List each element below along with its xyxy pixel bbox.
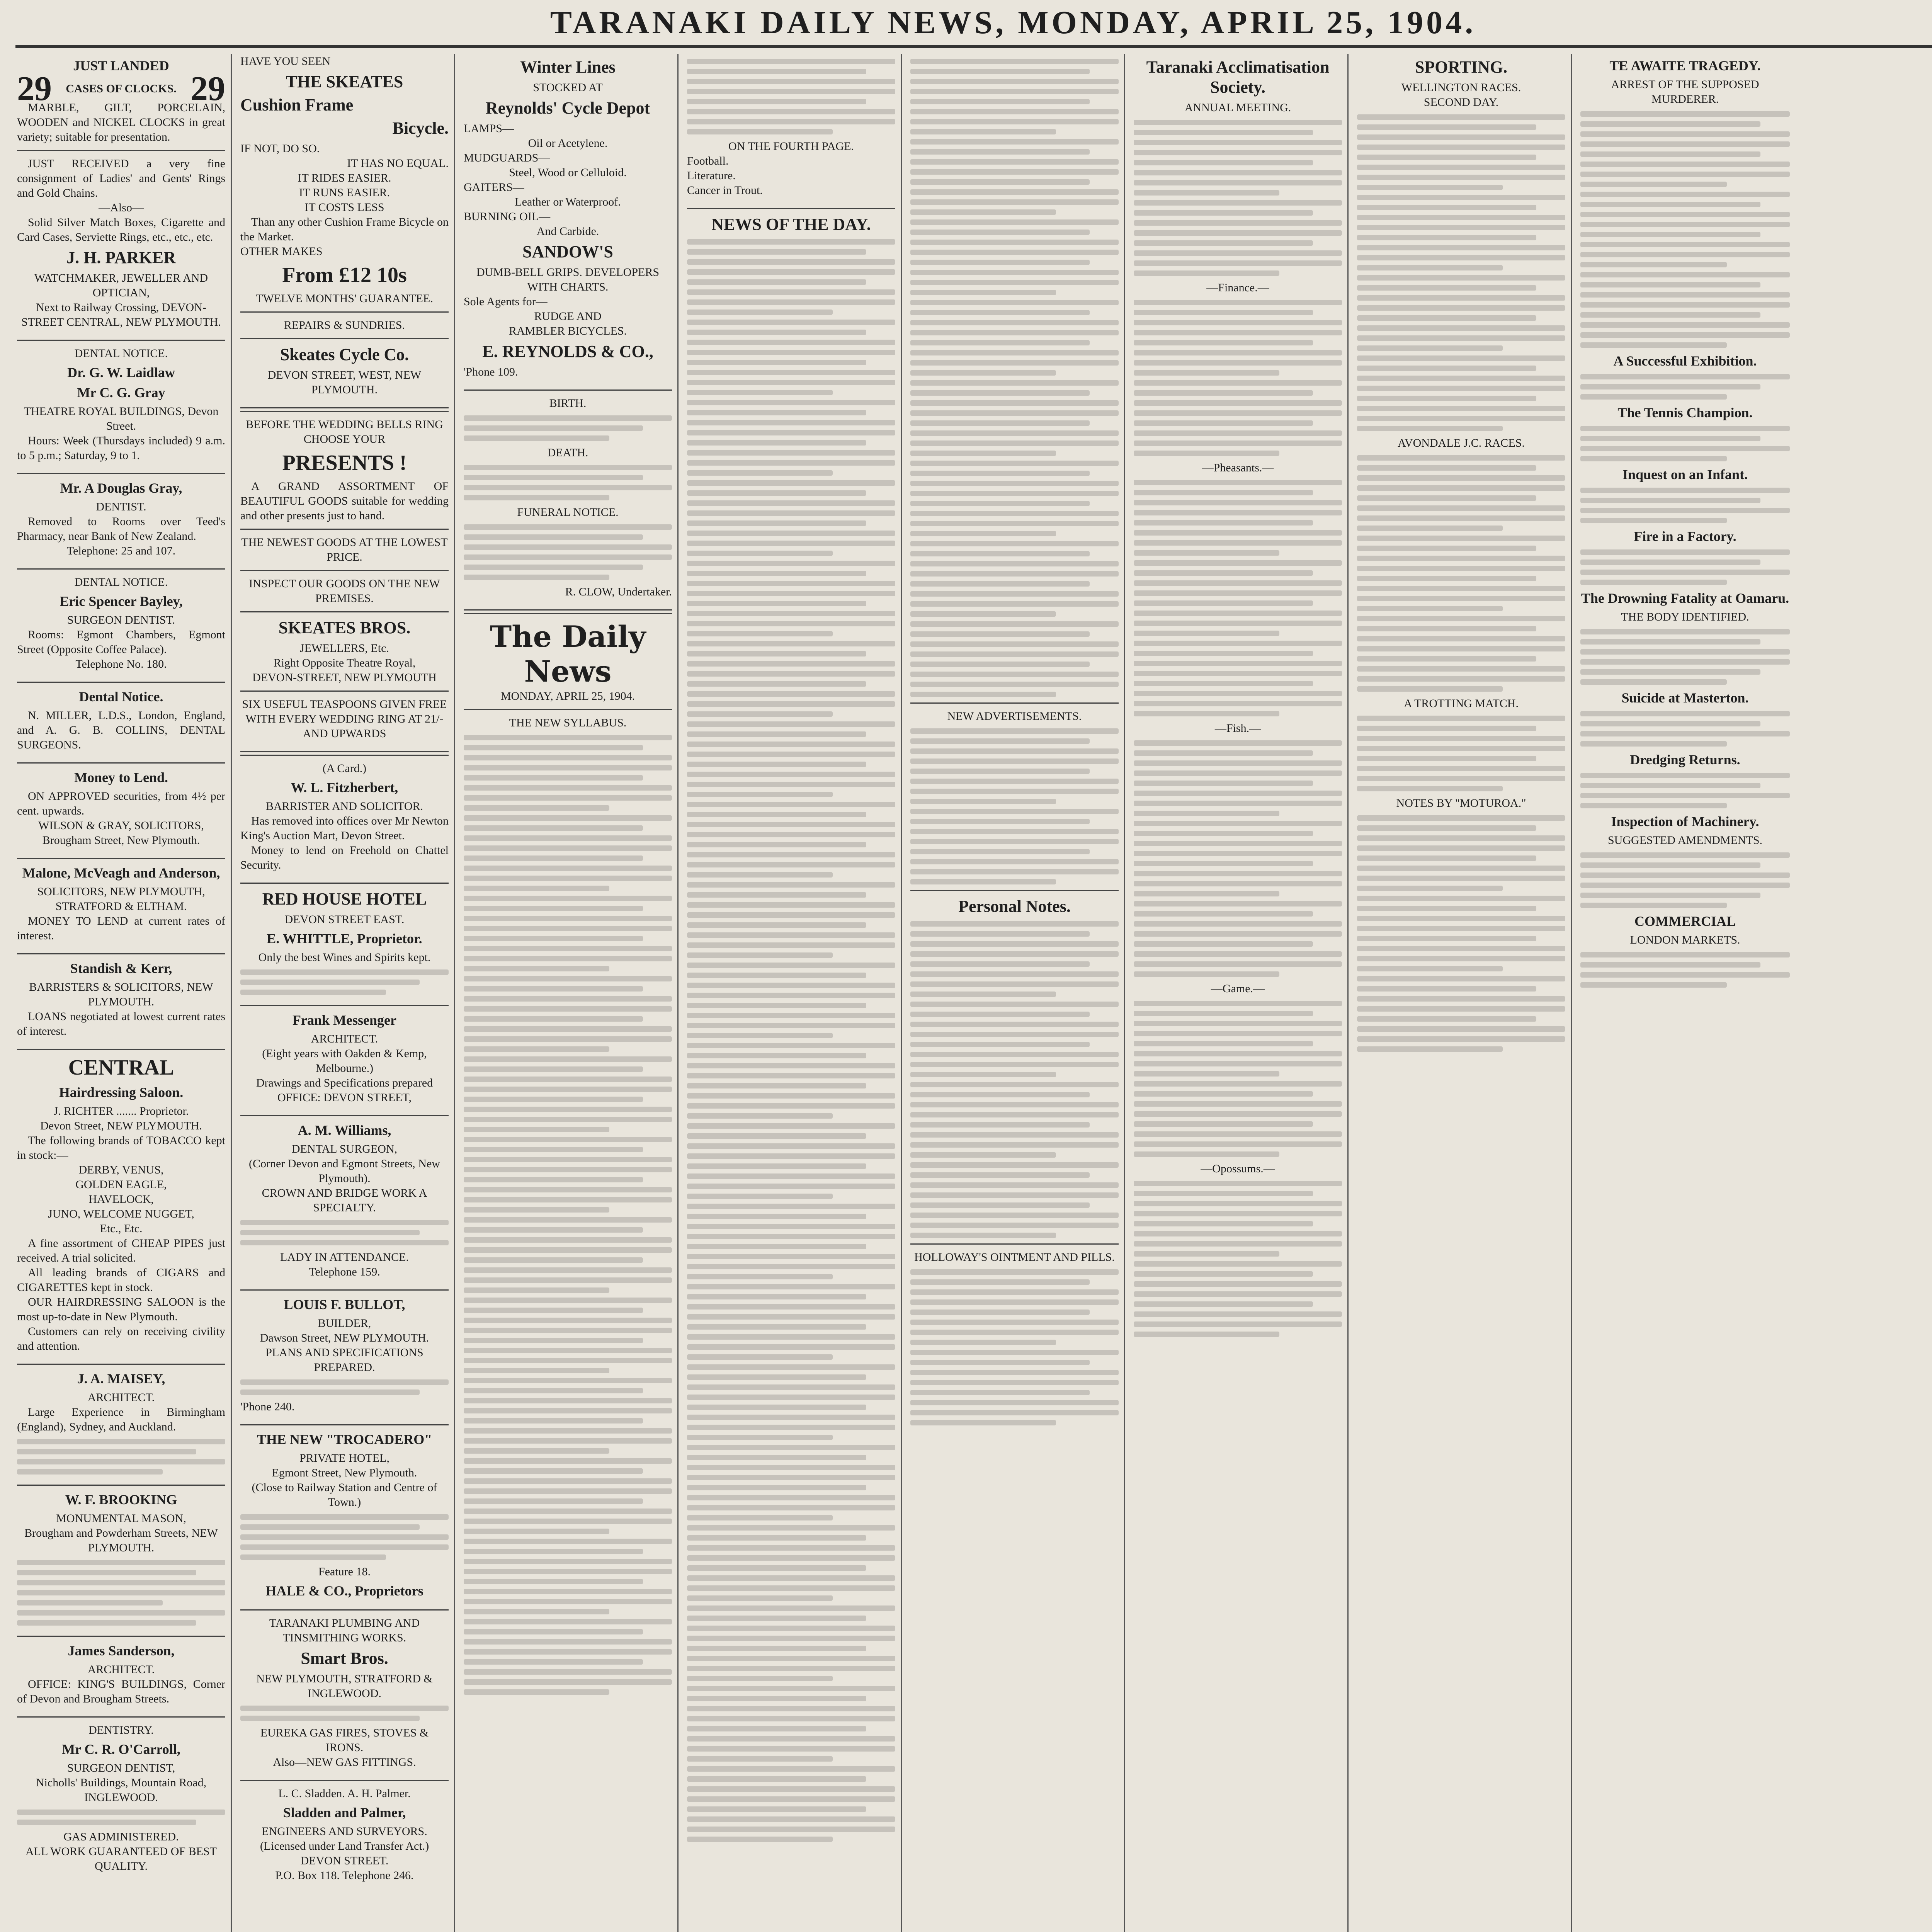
drowning-lines <box>1580 629 1790 685</box>
also-gas: Also—NEW GAS FITTINGS. <box>273 1756 416 1769</box>
brooking-address: Brougham and Powderham Streets, NEW PLYMOUTH. <box>24 1527 218 1554</box>
dental-notice-heading: DENTAL NOTICE. <box>74 347 168 360</box>
divider <box>240 1289 449 1291</box>
fourth-page-football: Football. <box>687 155 729 167</box>
douglas-gray-removed: Removed to Rooms over Teed's Pharmacy, near Bank of New Zealand. <box>17 515 225 543</box>
fire-lines <box>1580 549 1790 585</box>
phone-109: 'Phone 109. <box>464 366 518 378</box>
tennis-heading: The Tennis Champion. <box>1617 405 1753 420</box>
best-wines: Only the best Wines and Spirits kept. <box>258 951 431 964</box>
annual-meeting: ANNUAL MEETING. <box>1184 101 1291 114</box>
standish-sub: BARRISTERS & SOLICITORS, NEW PLYMOUTH. <box>29 981 213 1008</box>
rambler: RAMBLER BICYCLES. <box>509 325 627 337</box>
laidlaw-name: Dr. G. W. Laidlaw <box>67 365 175 380</box>
williams-text-lines <box>240 1220 449 1245</box>
divider <box>464 609 672 614</box>
suggested-amendments: SUGGESTED AMENDMENTS. <box>1607 834 1763 847</box>
death-heading: DEATH. <box>547 446 588 459</box>
taranaki-plumbing: TARANAKI PLUMBING AND TINSMITHING WORKS. <box>269 1617 420 1644</box>
central-address: Devon Street, NEW PLYMOUTH. <box>40 1119 202 1132</box>
miller-collins: N. MILLER, L.D.S., London, England, and A. G. B. COLLINS, DENTAL SURGEONS. <box>17 709 225 751</box>
sporting-lines-2 <box>1357 455 1565 692</box>
bullot-text-lines <box>240 1379 449 1395</box>
daily-news-title: The Daily News <box>490 619 646 689</box>
price-from: From £12 10s <box>282 263 407 287</box>
sanderson-office: OFFICE: KING'S BUILDINGS, Corner of Devon and Brougham Streets. <box>17 1678 225 1705</box>
dumb-bell: DUMB-BELL GRIPS. DEVELOPERS WITH CHARTS. <box>476 266 660 293</box>
silver-boxes-text: Solid Silver Match Boxes, Cigarette and Card Cases, Serviette Rings, etc., etc., etc. <box>17 216 225 243</box>
carroll-title: SURGEON DENTIST, <box>67 1762 175 1774</box>
sladden-heading: Sladden and Palmer, <box>283 1805 406 1820</box>
civility-text: Customers can rely on receiving civility and attention. <box>17 1325 225 1352</box>
standish-name: Standish & Kerr, <box>70 961 172 976</box>
sole-agents: Sole Agents for— <box>464 295 548 308</box>
maisey-body: Large Experience in Birmingham (England), Sydney, and Auckland. <box>17 1406 225 1433</box>
trocadero-street: Egmont Street, New Plymouth. <box>272 1466 417 1479</box>
cases-of-clocks: CASES OF CLOCKS. <box>66 82 177 95</box>
divider <box>17 1485 225 1486</box>
divider <box>240 1115 449 1116</box>
avondale-races: AVONDALE J.C. RACES. <box>1398 437 1525 449</box>
smart-bros: Smart Bros. <box>301 1649 388 1668</box>
marble-clocks-text: MARBLE, GILT, PORCELAIN, WOODEN and NICKEL CLOCKS in great variety; suitable for presentation. <box>17 101 225 143</box>
inspect-goods: INSPECT OUR GOODS ON THE NEW PREMISES. <box>249 577 440 605</box>
bayley-rooms: Rooms: Egmont Chambers, Egmont Street (Opposite Coffee Palace). <box>17 628 225 656</box>
eureka: EUREKA GAS FIRES, STOVES & IRONS. <box>260 1726 429 1754</box>
wellington-races: WELLINGTON RACES. <box>1401 81 1521 94</box>
new-adverts-heading: NEW ADVERTISEMENTS. <box>947 710 1082 723</box>
body-identified: THE BODY IDENTIFIED. <box>1621 611 1749 623</box>
column-7 <box>1352 54 1572 1932</box>
private-hotel: PRIVATE HOTEL, <box>299 1452 389 1464</box>
masthead-title: TARANAKI DAILY NEWS, MONDAY, APRIL 25, 1904. <box>550 5 1476 41</box>
exhibition-lines <box>1580 374 1790 400</box>
trocadero-feature: Feature 18. <box>318 1565 371 1578</box>
divider <box>240 1609 449 1611</box>
card-label: (A Card.) <box>322 762 367 775</box>
finance-heading: —Finance.— <box>1206 281 1269 294</box>
trotting-match: A TROTTING MATCH. <box>1404 697 1519 710</box>
column-5 <box>905 54 1125 1932</box>
divider <box>17 150 225 151</box>
messenger-body: (Eight years with Oakden & Kemp, Melbourne.) <box>262 1047 427 1075</box>
sanderson-name: James Sanderson, <box>68 1643 175 1658</box>
just-landed-heading: JUST LANDED <box>73 58 169 73</box>
guarantee: TWELVE MONTHS' GUARANTEE. <box>256 292 433 305</box>
divider <box>910 702 1119 704</box>
cases-count-left: 29 <box>17 70 52 108</box>
smart-text-lines <box>240 1706 449 1721</box>
tobacco-etc: Etc., Etc. <box>100 1222 143 1235</box>
stocked-at: STOCKED AT <box>533 81 603 94</box>
divider <box>240 570 449 571</box>
money-freehold: Money to lend on Freehold on Chattel Security. <box>240 844 449 871</box>
masthead <box>15 2 1932 48</box>
messenger-name: Frank Messenger <box>293 1012 396 1028</box>
douglas-gray-telephone: Telephone: 25 and 107. <box>66 544 176 557</box>
steel: Steel, Wood or Celluloid. <box>509 166 627 179</box>
money-to-lend-body: ON APPROVED securities, from 4½ per cent. upwards. <box>17 790 225 817</box>
fitzherbert-title: BARRISTER AND SOLICITOR. <box>266 800 423 813</box>
dental-notice-2: DENTAL NOTICE. <box>74 576 168 588</box>
lady-attendance: LADY IN ATTENDANCE. <box>280 1251 409 1264</box>
red-house-hotel: RED HOUSE HOTEL <box>262 889 427 908</box>
sporting-lines-3 <box>1357 716 1565 791</box>
divider <box>240 1780 449 1781</box>
bayley-telephone: Telephone No. 180. <box>75 658 167 670</box>
wedding-bells: BEFORE THE WEDDING BELLS RING CHOOSE YOUR <box>246 418 443 446</box>
reynolds-depot: Reynolds' Cycle Depot <box>485 99 650 117</box>
birth-heading: BIRTH. <box>549 397 587 410</box>
bullot-address: Dawson Street, NEW PLYMOUTH. <box>260 1332 429 1344</box>
trocadero-text-lines <box>240 1514 449 1560</box>
smart-address: NEW PLYMOUTH, STRATFORD & INGLEWOOD. <box>256 1672 433 1700</box>
fitzherbert-body: Has removed into offices over Mr Newton King's Auction Mart, Devon Street. <box>240 815 449 842</box>
divider <box>240 338 449 339</box>
lamps: LAMPS— <box>464 122 514 135</box>
repairs: REPAIRS & SUNDRIES. <box>284 319 405 332</box>
carroll-address: Nicholls' Buildings, Mountain Road, INGLEWOOD. <box>36 1776 207 1804</box>
divider <box>240 311 449 313</box>
licensed: (Licensed under Land Transfer Act.) <box>260 1840 429 1852</box>
inquest-heading: Inquest on an Infant. <box>1622 467 1748 482</box>
grand-assortment: A GRAND ASSORTMENT OF BEAUTIFUL GOODS suitable for wedding and other presents just to hand. <box>240 480 449 522</box>
sanderson-title: ARCHITECT. <box>87 1663 155 1676</box>
divider <box>240 407 449 412</box>
brooking-text-lines <box>17 1560 225 1626</box>
pipes-text: A fine assortment of CHEAP PIPES just received. A trial solicited. <box>17 1237 225 1264</box>
game-heading: —Game.— <box>1211 982 1265 995</box>
bullot-title: BUILDER, <box>318 1317 371 1330</box>
opossums-heading: —Opossums.— <box>1201 1162 1275 1175</box>
brougham-street: Brougham Street, New Plymouth. <box>42 834 200 847</box>
dental-hours: Hours: Week (Thursdays included) 9 a.m. to 5 p.m.; Saturday, 9 to 1. <box>17 434 225 462</box>
divider <box>240 529 449 530</box>
bayley-name: Eric Spencer Bayley, <box>60 594 183 609</box>
oil: Oil or Acetylene. <box>528 137 608 150</box>
divider <box>240 751 449 756</box>
malone-money: MONEY TO LEND at current rates of interest. <box>17 915 225 942</box>
divider <box>687 208 895 209</box>
six-teaspoons: SIX USEFUL TEASPOONS GIVEN FREE WITH EVERY WEDDING RING AT 21/- AND UPWARDS <box>242 698 447 740</box>
suicide-lines <box>1580 711 1790 747</box>
news-text-lines <box>687 239 895 1842</box>
williams-title: DENTAL SURGEON, <box>291 1143 398 1155</box>
fitzherbert-name: W. L. Fitzherbert, <box>291 780 398 795</box>
red-house-address: DEVON STREET EAST. <box>284 913 405 926</box>
column-2 <box>235 54 455 1932</box>
hairdressing-heading: Hairdressing Saloon. <box>59 1085 184 1100</box>
fish-heading: —Fish.— <box>1214 722 1261 735</box>
messenger-office: OFFICE: DEVON STREET, <box>277 1091 412 1104</box>
commercial-heading: COMMERCIAL <box>1634 913 1736 929</box>
dredging-lines <box>1580 773 1790 808</box>
death-text-lines <box>464 465 672 500</box>
birth-text-lines <box>464 415 672 441</box>
divider <box>17 473 225 474</box>
divider <box>17 953 225 954</box>
new-syllabus-heading: THE NEW SYLLABUS. <box>509 716 627 729</box>
dentistry-heading: DENTISTRY. <box>88 1724 154 1736</box>
sporting-lines-4 <box>1357 815 1565 1052</box>
divider <box>17 858 225 859</box>
news-of-the-day: NEWS OF THE DAY. <box>711 215 871 234</box>
messenger-title: ARCHITECT. <box>311 1032 378 1045</box>
devon-np: DEVON-STREET, NEW PLYMOUTH <box>252 671 437 684</box>
fourth-page-literature: Literature. <box>687 169 736 182</box>
bullot-plans: PLANS AND SPECIFICATIONS PREPARED. <box>265 1346 423 1374</box>
bayley-title: SURGEON DENTIST. <box>67 614 175 626</box>
tobacco-intro: The following brands of TOBACCO kept in stock:— <box>17 1134 225 1162</box>
drowning-heading: The Drowning Fatality at Oamaru. <box>1581 590 1789 606</box>
divider <box>17 1636 225 1637</box>
acclimatisation-lines-2 <box>1134 300 1342 456</box>
gas-administered: GAS ADMINISTERED. <box>63 1830 179 1843</box>
newest-goods: THE NEWEST GOODS AT THE LOWEST PRICE. <box>241 536 448 563</box>
commercial-lines <box>1580 952 1790 988</box>
tobacco-golden-eagle: GOLDEN EAGLE, <box>75 1178 167 1191</box>
e-reynolds: E. REYNOLDS & CO., <box>482 342 653 361</box>
divider <box>17 1049 225 1050</box>
trocadero-name: THE NEW "TROCADERO" <box>257 1432 432 1447</box>
cases-count-right: 29 <box>190 70 225 108</box>
williams-address: (Corner Devon and Egmont Streets, New Plymouth). <box>249 1157 440 1185</box>
cigars-text: All leading brands of CIGARS and CIGARETTES kept in stock. <box>17 1266 225 1294</box>
acclimatisation-lines-1 <box>1134 120 1342 276</box>
divider <box>240 1005 449 1006</box>
sporting-heading: SPORTING. <box>1415 58 1508 77</box>
divider <box>910 890 1119 891</box>
than-any: Than any other Cushion Frame Bicycle on the Market. <box>240 216 449 243</box>
divider <box>17 340 225 341</box>
malone-name: Malone, McVeagh and Anderson, <box>22 865 220 881</box>
saloon-text: OUR HAIRDRESSING SALOON is the most up-to-date in New Plymouth. <box>17 1296 225 1323</box>
acclimatisation-lines-3 <box>1134 480 1342 716</box>
mudguards: MUDGUARDS— <box>464 151 550 164</box>
rides-easier: IT RIDES EASIER. <box>298 172 391 184</box>
skeates-address: DEVON STREET, WEST, NEW PLYMOUTH. <box>267 369 422 396</box>
fourth-page-cancer: Cancer in Trout. <box>687 184 763 197</box>
arrest-subheading: ARREST OF THE SUPPOSED MURDERER. <box>1611 78 1759 105</box>
exhibition-heading: A Successful Exhibition. <box>1613 353 1757 369</box>
tobacco-derby: DERBY, VENUS, <box>78 1163 164 1176</box>
burning-oil: BURNING OIL— <box>464 210 551 223</box>
notes-moturoa: NOTES BY "MOTUROA." <box>1396 797 1526 810</box>
dental-notice-3: Dental Notice. <box>79 689 163 704</box>
divider <box>240 690 449 692</box>
bullot-name: LOUIS F. BULLOT, <box>284 1297 405 1312</box>
holloway-heading: HOLLOWAY'S OINTMENT AND PILLS. <box>914 1251 1115 1264</box>
dredging-heading: Dredging Returns. <box>1630 752 1740 767</box>
no-equal: IT HAS NO EQUAL. <box>347 157 449 170</box>
standish-loans: LOANS negotiated at lowest current rates of interest. <box>17 1010 225 1037</box>
divider <box>464 389 672 391</box>
tobacco-juno: JUNO, WELCOME NUGGET, <box>48 1208 194 1220</box>
douglas-gray-title: DENTIST. <box>96 500 146 513</box>
telephone-159: Telephone 159. <box>309 1265 380 1278</box>
sporting-lines-1 <box>1357 114 1565 431</box>
carroll-name: Mr C. R. O'Carroll, <box>62 1742 180 1757</box>
engineers: ENGINEERS AND SURVEYORS. <box>262 1825 427 1838</box>
personal-notes-lines <box>910 921 1119 1238</box>
carroll-text-lines <box>17 1810 225 1825</box>
po-box: P.O. Box 118. Telephone 246. <box>275 1869 414 1882</box>
divider <box>17 568 225 570</box>
acclimatisation-lines-6 <box>1134 1181 1342 1337</box>
have-you-seen: HAVE YOU SEEN <box>240 55 331 68</box>
funeral-heading: FUNERAL NOTICE. <box>517 506 619 519</box>
presents-heading: PRESENTS ! <box>282 451 407 475</box>
funeral-text-lines <box>464 524 672 580</box>
gray-name: Mr C. G. Gray <box>77 385 165 400</box>
money-to-lend-heading: Money to Lend. <box>74 770 168 785</box>
personal-notes-heading: Personal Notes. <box>958 897 1071 916</box>
messenger-drawings: Drawings and Specifications prepared <box>256 1077 433 1089</box>
column-4 <box>682 54 902 1932</box>
bullot-phone: 'Phone 240. <box>240 1400 295 1413</box>
divider <box>17 762 225 764</box>
brooking-name: W. F. BROOKING <box>65 1492 177 1507</box>
acclimatisation-heading: Taranaki Acclimatisation Society. <box>1146 58 1330 97</box>
holloway-lines <box>910 1269 1119 1425</box>
new-adverts-lines <box>910 728 1119 884</box>
other-makes: OTHER MAKES <box>240 245 323 258</box>
jewellers: JEWELLERS, Etc. <box>300 642 389 655</box>
devon-street: DEVON STREET. <box>300 1854 389 1867</box>
winter-lines: Winter Lines <box>520 58 616 77</box>
maisey-text-lines <box>17 1439 225 1475</box>
theatre-buildings: THEATRE ROYAL BUILDINGS, Devon Street. <box>24 405 219 432</box>
parker-address: Next to Railway Crossing, DEVON-STREET CENTRAL, NEW PLYMOUTH. <box>21 301 221 328</box>
sandows: SANDOW'S <box>522 242 613 261</box>
column-1 <box>12 54 232 1932</box>
cushion-frame: Cushion Frame <box>240 95 354 114</box>
inquest-lines <box>1580 488 1790 523</box>
divider <box>240 1424 449 1425</box>
tobacco-havelock: HAVELOCK, <box>88 1193 154 1206</box>
rudge: RUDGE AND <box>534 310 602 323</box>
malone-sub: SOLICITORS, NEW PLYMOUTH, STRATFORD & ELTHAM. <box>37 885 205 913</box>
central-heading: CENTRAL <box>68 1056 174 1080</box>
divider <box>464 709 672 710</box>
acclimatisation-lines-4 <box>1134 740 1342 977</box>
carbide: And Carbide. <box>536 225 599 238</box>
inspection-heading: Inspection of Machinery. <box>1611 814 1759 829</box>
skeates-bros: SKEATES BROS. <box>278 618 411 637</box>
suicide-heading: Suicide at Masterton. <box>1621 690 1749 706</box>
second-day: SECOND DAY. <box>1423 96 1499 109</box>
funeral-undertaker: R. CLOW, Undertaker. <box>565 585 672 598</box>
divider <box>17 1364 225 1365</box>
skeates-heading: THE SKEATES <box>286 72 403 91</box>
sladden-names: L. C. Sladden. A. H. Palmer. <box>278 1787 411 1800</box>
work-guaranteed: ALL WORK GUARANTEED OF BEST QUALITY. <box>26 1845 217 1872</box>
column-5-top-lines <box>910 59 1119 697</box>
tennis-lines <box>1580 426 1790 461</box>
gaiters: GAITERS— <box>464 181 524 194</box>
syllabus-text-lines <box>464 735 672 1695</box>
column-6 <box>1128 54 1349 1932</box>
daily-news-date: MONDAY, APRIL 25, 1904. <box>500 690 635 702</box>
column-3 <box>458 54 679 1932</box>
right-opposite: Right Opposite Theatre Royal, <box>273 656 416 669</box>
trocadero-close: (Close to Railway Station and Centre of Town.) <box>252 1481 437 1509</box>
awaite-heading: TE AWAITE TRAGEDY. <box>1609 58 1761 73</box>
columns <box>12 54 1932 1932</box>
divider <box>240 611 449 612</box>
brooking-title: MONUMENTAL MASON, <box>56 1512 186 1525</box>
london-markets: LONDON MARKETS. <box>1630 934 1740 946</box>
divider <box>910 1243 1119 1245</box>
parker-trade: WATCHMAKER, JEWELLER AND OPTICIAN, <box>34 272 208 299</box>
column-8 <box>1575 54 1795 1932</box>
fourth-page-heading: ON THE FOURTH PAGE. <box>728 140 854 153</box>
awaite-lines <box>1580 111 1790 348</box>
crown-bridge: CROWN AND BRIDGE WORK A SPECIALTY. <box>262 1187 427 1214</box>
costs-less: IT COSTS LESS <box>304 201 384 214</box>
skeates-cycle-co: Skeates Cycle Co. <box>280 345 409 364</box>
williams-name: A. M. Williams, <box>298 1122 391 1138</box>
maisey-title: ARCHITECT. <box>87 1391 155 1404</box>
just-received-text: JUST RECEIVED a very fine consignment of Ladies' and Gents' Rings and Gold Chains. <box>17 157 225 199</box>
divider <box>240 883 449 884</box>
column-4-top-lines <box>687 59 895 134</box>
inspection-lines <box>1580 852 1790 908</box>
runs-easier: IT RUNS EASIER. <box>299 186 390 199</box>
acclimatisation-lines-5 <box>1134 1001 1342 1157</box>
leather: Leather or Waterproof. <box>515 196 621 208</box>
douglas-gray-name: Mr. A Douglas Gray, <box>60 480 182 496</box>
wilson-gray: WILSON & GRAY, SOLICITORS, <box>38 819 204 832</box>
parker-name: J. H. PARKER <box>66 248 176 267</box>
divider <box>17 682 225 683</box>
central-proprietor: J. RICHTER ....... Proprietor. <box>53 1105 189 1117</box>
red-house-text-lines <box>240 969 449 995</box>
maisey-name: J. A. MAISEY, <box>77 1371 165 1386</box>
hale-proprietors: HALE & CO., Proprietors <box>265 1583 423 1599</box>
fire-heading: Fire in a Factory. <box>1634 529 1736 544</box>
if-not: IF NOT, DO SO. <box>240 142 320 155</box>
pheasants-heading: —Pheasants.— <box>1202 461 1274 474</box>
bicycle-word: Bicycle. <box>392 119 449 138</box>
also-text: —Also— <box>99 201 144 214</box>
whittle-proprietor: E. WHITTLE, Proprietor. <box>267 931 422 946</box>
divider <box>17 1716 225 1718</box>
